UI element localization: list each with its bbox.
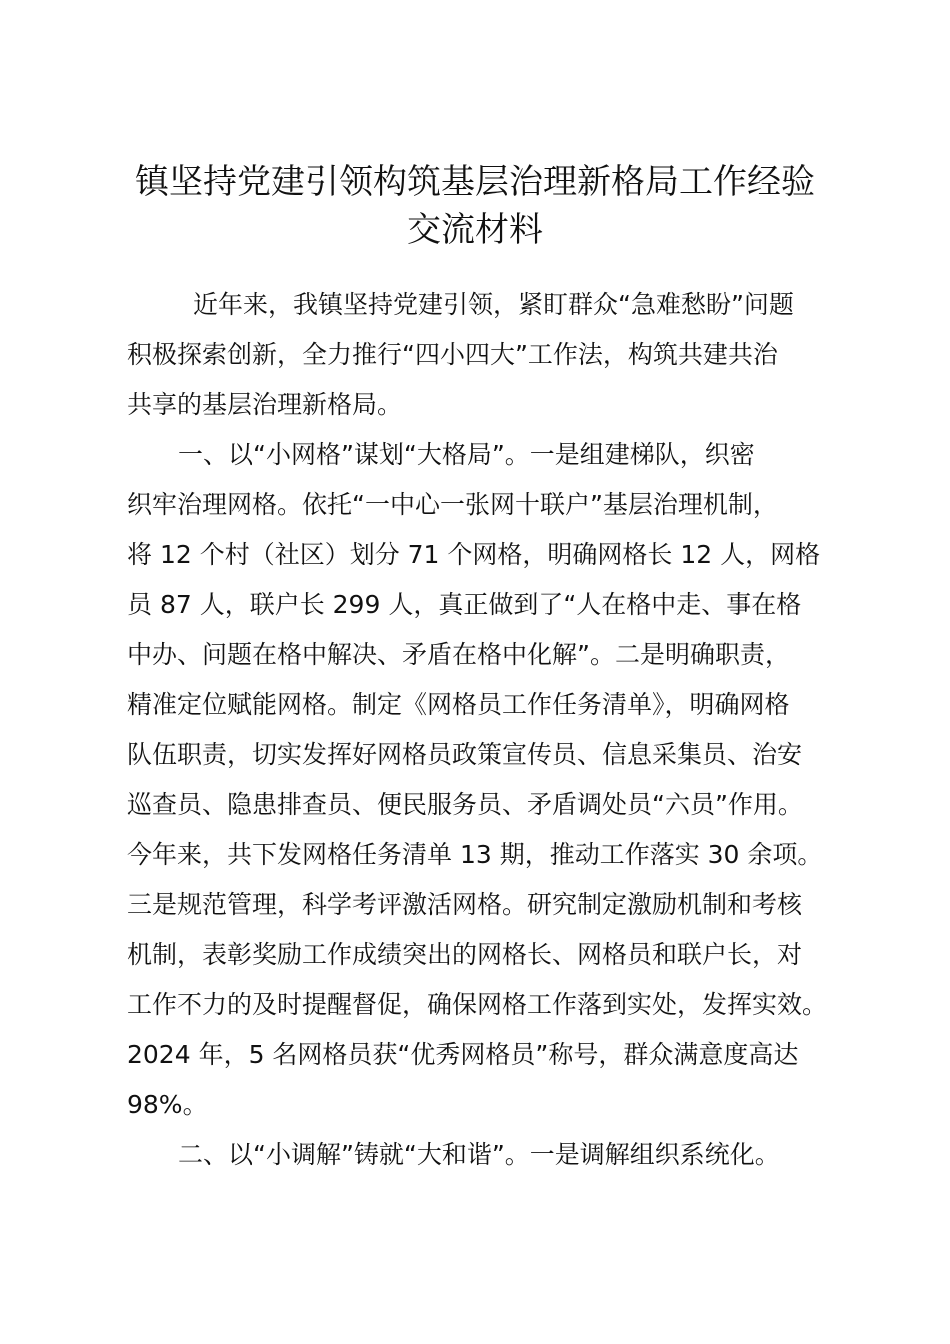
body-line: 三是规范管理，科学考评激活网格。研究制定激励机制和考核 [127,890,803,919]
body-line: 中办、问题在格中解决、矛盾在格中化解”。二是明确职责， [127,640,790,669]
document-title-line-1: 镇坚持党建引领构筑基层治理新格局工作经验 [135,162,815,202]
body-line: 工作不力的及时提醒督促，确保网格工作落到实处，发挥实效。 [127,990,828,1019]
body-line: 一、以“小网格”谋划“大格局”。一是组建梯队，织密 [178,440,755,469]
body-line: 巡查员、隐患排查员、便民服务员、矛盾调处员“六员”作用。 [127,790,803,819]
body-line: 98%。 [127,1090,208,1119]
body-line: 二、以“小调解”铸就“大和谐”。一是调解组织系统化。 [178,1140,780,1169]
body-line: 积极探索创新，全力推行“四小四大”工作法，构筑共建共治 [127,340,778,369]
body-line: 将 12 个村（社区）划分 71 个网格，明确网格长 12 人，网格 [127,540,821,569]
body-line: 员 87 人，联户长 299 人，真正做到了“人在格中走、事在格 [127,590,802,619]
body-line: 织牢治理网格。依托“一中心一张网十联户”基层治理机制， [127,490,778,519]
body-line: 今年来，共下发网格任务清单 13 期，推动工作落实 30 余项。 [127,840,823,869]
body-line: 共享的基层治理新格局。 [127,390,403,419]
body-line: 机制，表彰奖励工作成绩突出的网格长、网格员和联户长，对 [127,940,803,969]
body-line: 2024 年，5 名网格员获“优秀网格员”称号，群众满意度高达 [127,1040,799,1069]
body-line: 近年来，我镇坚持党建引领，紧盯群众“急难愁盼”问题 [193,290,794,319]
document-title-line-2: 交流材料 [407,210,543,250]
body-line: 精准定位赋能网格。制定《网格员工作任务清单》，明确网格 [127,690,790,719]
body-line: 队伍职责，切实发挥好网格员政策宣传员、信息采集员、治安 [127,740,803,769]
